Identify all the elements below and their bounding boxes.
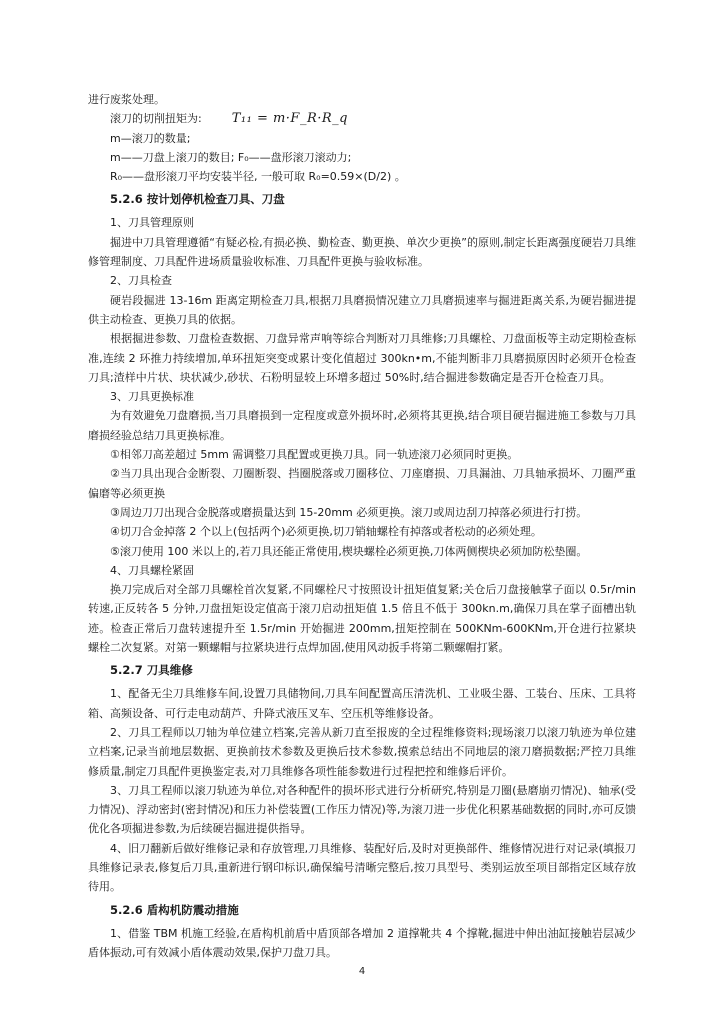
- paragraph: 硬岩段掘进 13-16m 距离定期检查刀具,根据刀具磨损情况建立刀具磨损速率与掘进距离关系,为硬岩掘进提供主动检查、更换刀具的依据。: [88, 293, 636, 326]
- paragraph: 3、刀具工程师以滚刀轨迹为单位,对各种配件的损坏形式进行分析研究,特别是刀圈(悬磨崩刃情况)、轴承(受力情况)、浮动密封(密封情况)和压力补偿装置(工作压力情况)等,为滚刀进一步优化积累基础数据的同时,亦可反馈优化各项掘进参数,为后续硬岩掘进提供指导。: [88, 783, 636, 836]
- paragraph: 掘进中刀具管理遵循“有疑必检,有损必换、勤检查、勤更换、单次少更换”的原则,制定长距离强度硬岩刀具维修管理制度、刀具配件进场质量验收标准、刀具配件更换与验收标准。: [88, 235, 636, 269]
- paragraph: 1、借鉴 TBM 机施工经验,在盾构机前盾中盾顶部各增加 2 道撑靴共 4 个撑靴,掘进中伸出油缸接触岩层减少盾体振动,可有效减小盾体震动效果,保护刀盘刀具。: [88, 926, 636, 959]
- list-item: ②当刀具出现合金断裂、刀圈断裂、挡圈脱落或刀圈移位、刀座磨损、刀具漏油、刀具轴承损坏、刀圈严重偏磨等必须更换: [88, 467, 636, 500]
- page-content: [88, 90, 636, 962]
- section-heading: 5.2.7 刀具维修: [110, 663, 193, 678]
- paragraph: 2、刀具工程师以刀轴为单位建立档案,完善从新刀直至报废的全过程维修资料;现场滚刀以滚刀轨迹为单位建立档案,记录当前地层数据、更换前技术参数及更换后技术参数,摸索总结出不同地层的滚刀磨损数据;严控刀具维修质量,制定刀具配件更换鉴定表,对刀具维修各项性能参数进行过程把控和维修后评价。: [88, 725, 636, 778]
- paragraph: 为有效避免刀盘磨损,当刀具磨损到一定程度或意外损坏时,必须将其更换,结合项目硬岩掘进施工参数与刀具磨损经验总结刀具更换标准。: [88, 409, 636, 442]
- section-heading: 5.2.6 盾构机防震动措施: [110, 902, 239, 917]
- paragraph: 4、旧刀翻新后做好维修记录和存放管理,刀具维修、装配好后,及时对更换部件、维修情况进行对记录(填报刀具维修记录表,修复后刀具,重新进行钢印标识,确保编号清晰完整后,按刀具型号、类别运放至项目部指定区域存放待用。: [88, 841, 636, 894]
- subsection-title: 3、刀具更换标准: [110, 390, 194, 404]
- section-heading: 5.2.6 按计划停机检查刀具、刀盘: [110, 192, 285, 207]
- definition-fr: m——刀盘上滚刀的数目; F₀——盘形滚刀滚动力;: [110, 150, 352, 164]
- definition-m: m—滚刀的数量;: [110, 131, 191, 145]
- list-item: ④切刀合金掉落 2 个以上(包括两个)必须更换,切刀销轴螺栓有掉落或者松动的必须处理。: [110, 525, 542, 539]
- subsection-title: 4、刀具螺栓紧固: [110, 563, 194, 577]
- formula-label: 滚刀的切削扭矩为:: [110, 112, 202, 126]
- paragraph: 换刀完成后对全部刀具螺栓首次复紧,不同螺栓尺寸按照设计扭矩值复紧;关仓后刀盘接触掌子面以 0.5r/min 转速,正反转各 5 分钟,刀盘扭矩设定值高于滚刀启动扭矩值 1.5 倍且不低于 300kn.m,确保刀具在掌子面槽出轨迹。检查正常后刀盘转速提升至 1.5r/min 开始掘进 200mm,扭矩控制在 500KNm-600KNm,开仓进行拉紧块螺栓二次复紧。对第一颗螺帽与拉紧块进行点焊加固,使用风动扳手将第二颗螺帽打紧。: [88, 583, 636, 655]
- list-item: ⑤滚刀使用 100 米以上的,若刀具还能正常使用,楔块螺栓必须更换,刀体两侧楔块必须加防松垫圈。: [110, 544, 588, 558]
- subsection-title: 1、刀具管理原则: [110, 216, 194, 230]
- formula-line: [88, 109, 636, 128]
- paragraph: 根据掘进参数、刀盘检查数据、刀盘异常声响等综合判断对刀具维修;刀具螺栓、刀盘面板等主动定期检查标准,连续 2 环推力持续增加,单环扭矩突变或累计变化值超过 300kn•m,不能判断非刀具磨损原因时必须开仓检查刀具;渣样中片状、块状减少,砂状、石粉明显较上环增多超过 50%时,结合掘进参数确定是否开仓检查刀具。: [88, 332, 636, 384]
- subsection-title: 2、刀具检查: [110, 274, 172, 288]
- text-line: 进行废浆处理。: [88, 93, 165, 106]
- page-number: 4: [358, 966, 366, 977]
- list-item: ①相邻刀高差超过 5mm 需调整刀具配置或更换刀具。同一轨迹滚刀必须同时更换。: [110, 448, 519, 462]
- paragraph: 1、配备无尘刀具维修车间,设置刀具储物间,刀具车间配置高压清洗机、工业吸尘器、工装台、压床、工具将箱、高频设备、可行走电动葫芦、升降式液压叉车、空压机等维修设备。: [88, 687, 636, 720]
- definition-r: R₀——盘形滚刀平均安装半径, 一般可取 R₀=0.59×(D/2) 。: [110, 170, 406, 184]
- formula-expression: T₁₁ = m·F_R·R_q: [231, 111, 348, 127]
- list-item: ③周边刀刀出现合金脱落或磨损量达到 15-20mm 必须更换。滚刀或周边刮刀掉落必须进行打捞。: [110, 505, 588, 519]
